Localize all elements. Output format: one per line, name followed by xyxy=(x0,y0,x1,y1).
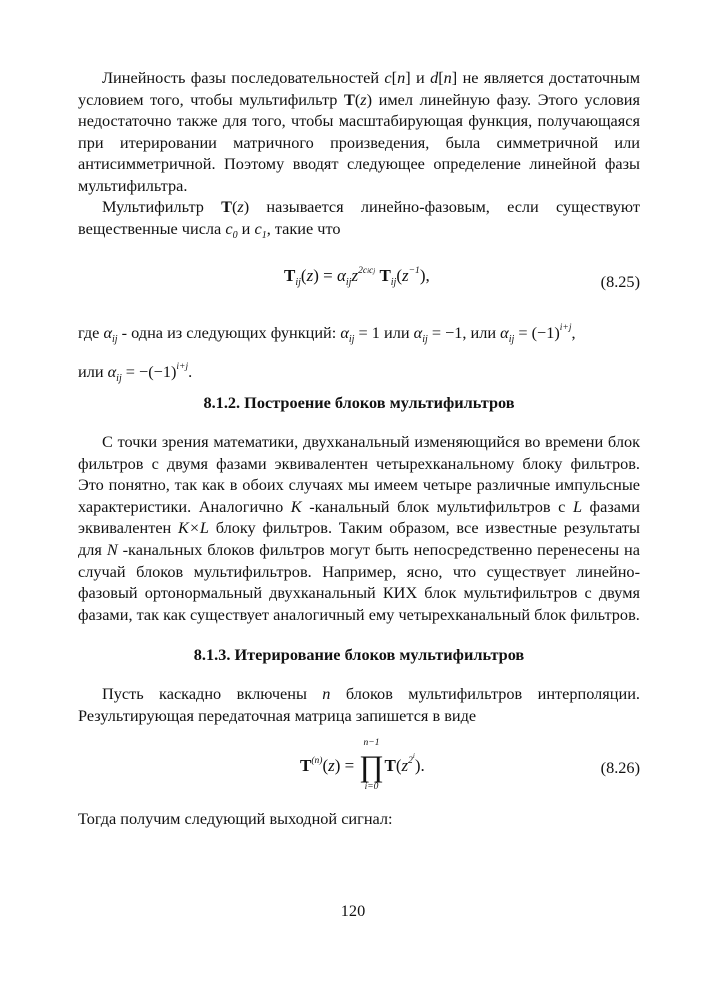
equation-number-8-26: (8.26) xyxy=(600,758,640,777)
paragraph-alpha-options: где $\alpha_{ij}$ - одна из следующих функций: $\alpha_{ij} = 1$ или $\alpha_{ij} = -1$, или $\alpha_{ij} = (-1)^{i+j}$, или $\alpha_{ij} = -(-1)^{i+j}$. xyxy=(78,323,576,384)
section-heading-8-1-2: 8.1.2. Построение блоков мультифильтров xyxy=(203,393,515,412)
product-operator: n−1 ∏ i=0 xyxy=(359,738,384,793)
paragraph-multifilter-blocks: С точки зрения математики, двухканальный изменяющийся во времени блок фильтров с двумя фазами эквивалентен четырехканальному блоку фильтров. Это понятно, так как в обоих случаях мы имеем четыре различные импульсные характеристики. Аналогично K -канальный блок мультифильтров с L фазами эквивалентен K×L блоку фильтров. Таким образом, все известные результаты для N -канальных блоков фильтров могут быть непосредственно перенесены на случай блоков мультифильтров. Например, ясно, что существует линейно-фазовый ортонормальный двухканальный КИХ блок мультифильтров с двумя фазами, так как существует аналогичный ему четырехканальный блок фильтров. xyxy=(78,432,641,624)
equation-8-25 xyxy=(78,266,640,306)
paragraph-iteration: Пусть каскадно включены n блоков мультифильтров интерполяции. Результирующая передаточная матрица запишется в виде xyxy=(78,684,640,725)
page-number: 120 xyxy=(340,901,366,920)
equation-8-25-body: $T_{ij}(z) = \alpha_{ij}z^{2cicj}$ $T_{ij}(z^{-1})$, xyxy=(284,266,430,288)
paragraph-linear-phase-intro: Линейность фазы последовательностей c[n] и d[n] не является достаточным условием того, чтобы мультифильтр T(z) имел линейную фазу. Этого условия недостаточно также для того, чтобы масштабирующая функция, получающаяся при итерировании матричного произведения, была симметричной или антисимметричной. Поэтому вводят следующее определение линейной фазы мультифильтра. xyxy=(78,68,641,195)
paragraph-output-signal: Тогда получим следующий выходной сигнал: xyxy=(78,809,393,828)
equation-8-26 xyxy=(78,738,640,793)
paragraph-definition: Мультифильтр T(z) называется линейно-фазовым, если существуют вещественные числа $c_0$ и $c_1$, такие что xyxy=(78,197,640,241)
section-heading-8-1-3: 8.1.3. Итерирование блоков мультифильтров xyxy=(193,645,525,664)
equation-number-8-25: (8.25) xyxy=(600,272,640,291)
equation-8-26-body: $T^{(n)}(z)$ = n−1 ∏ i=0 $T(z^{2^i})$. xyxy=(300,738,425,793)
